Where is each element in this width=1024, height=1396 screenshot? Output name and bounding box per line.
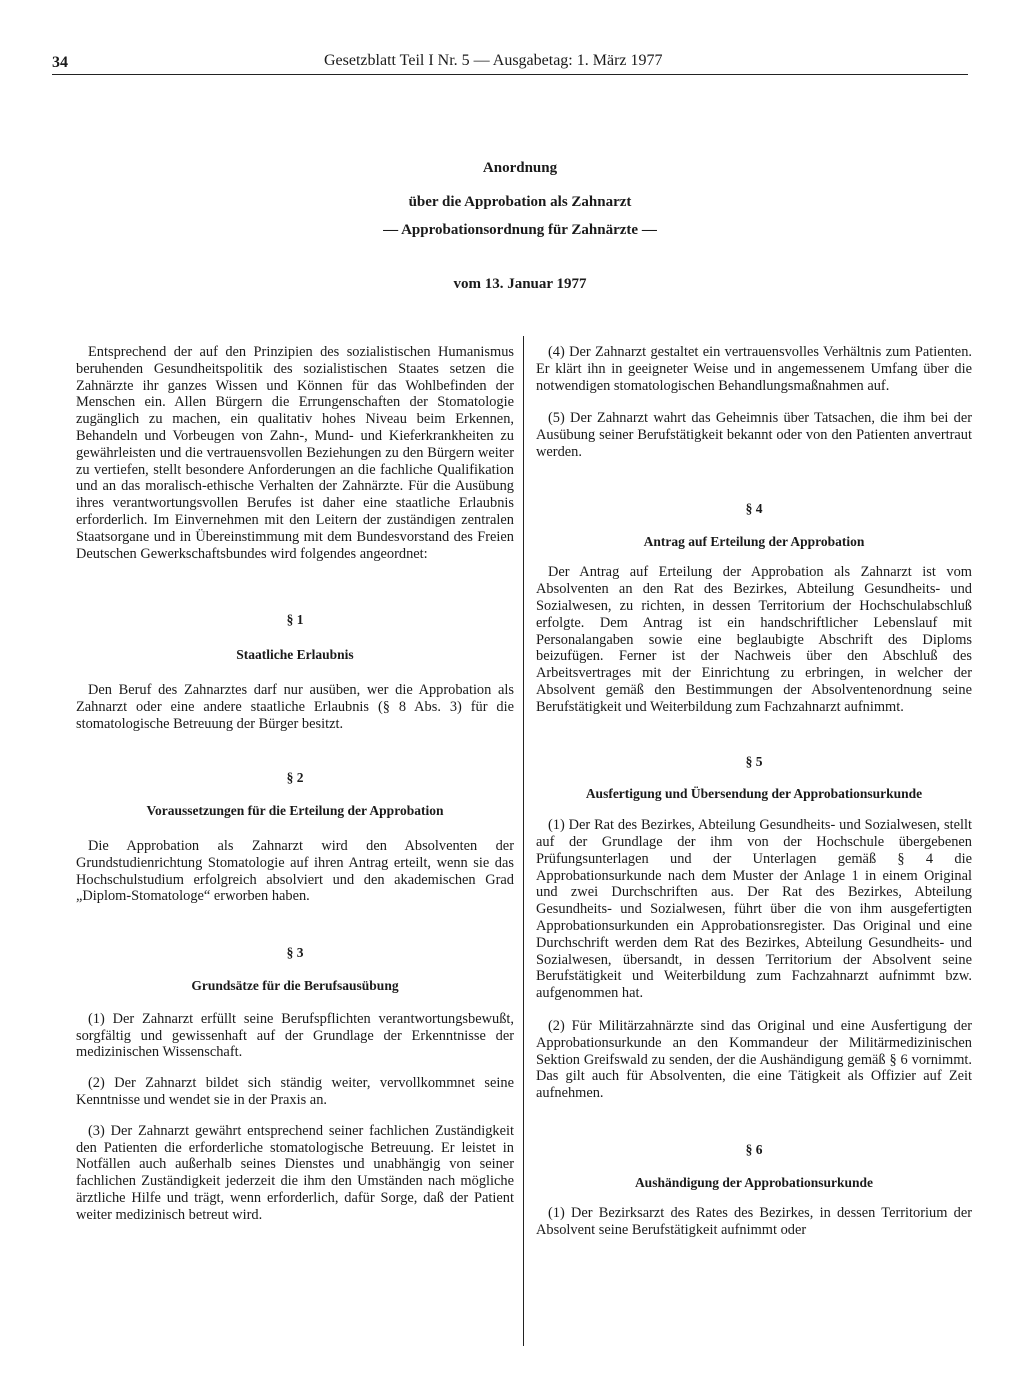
page-header <box>52 50 968 75</box>
section-5-paragraph-1: (1) Der Rat des Bezirkes, Abteilung Gesundheits- und Sozialwesen, stellt auf der Grundlage der ihm von der Hochschule übergebenen Prüfungsunterlagen und der Unterlagen gemäß § 4 die Approbationsurkunde nach dem Muster der Anlage 1 in einem Original und zwei Durchschriften aus. Der Rat des Bezirkes, Abteilung Gesundheits- und Sozialwesen, führt über die von ihm ausgefertigten Approbationsurkunden ein Approbationsregister. Das Original und eine Durchschrift werden dem Rat des Bezirkes, Abteilung Gesundheits- und Sozialwesen, übersandt, in dessen Territorium der Absolvent seine Berufstätigkeit und Weiterbildung zum Fachzahnarzt aufnimmt bzw. aufgenommen hat. <box>536 817 972 1002</box>
section-2-heading: Voraussetzungen für die Erteilung der Approbation <box>146 803 444 819</box>
left-column <box>76 344 514 1223</box>
section-3-number: § 3 <box>286 945 304 961</box>
section-3-paragraph-4: (4) Der Zahnarzt gestaltet ein vertrauensvolles Verhältnis zum Patienten. Er klärt ihn in geeigneter Weise und in angemessenem Umfang über die notwendigen stomatologischen Behandlungsmaßnahmen auf. <box>536 344 972 394</box>
section-6-paragraph-1: (1) Der Bezirksarzt des Rates des Bezirkes, in dessen Territorium der Absolvent seine Berufstätigkeit aufnimmt oder <box>536 1205 972 1239</box>
gazette-title: Gesetzblatt Teil I Nr. 5 — Ausgabetag: 1. März 1977 <box>324 52 663 69</box>
document-subtitle: — Approbationsordnung für Zahnärzte — <box>383 222 657 238</box>
page-number: 34 <box>52 54 68 71</box>
section-2-number: § 2 <box>286 770 304 786</box>
document-date: vom 13. Januar 1977 <box>453 276 587 292</box>
section-1-text: Den Beruf des Zahnarztes darf nur ausüben, wer die Approbation als Zahnarzt oder eine andere staatliche Erlaubnis (§ 8 Abs. 3) für die stomatologische Betreuung der Bürger besitzt. <box>76 681 514 732</box>
section-5-paragraph-2: (2) Für Militärzahnärzte sind das Original und eine Ausfertigung der Approbationsurkunde an den Kommandeur der Militärmedizinischen Sektion Greifswald zu senden, der die Aushändigung gemäß § 6 vornimmt. Das gilt auch für Absolventen, die eine Tätigkeit als Offizier auf Zeit aufnehmen. <box>536 1017 972 1102</box>
section-1-heading: Staatliche Erlaubnis <box>236 647 354 663</box>
section-3-paragraph-1: (1) Der Zahnarzt erfüllt seine Berufspflichten verantwortungsbewußt, sorgfältig und gewissenhaft auf der Grundlage der Erkenntnisse der medizinischen Wissenschaft. <box>76 1010 514 1061</box>
section-3-paragraph-2: (2) Der Zahnarzt bildet sich ständig weiter, vervollkommnet seine Kenntnisse und wendet sie in der Praxis an. <box>76 1075 514 1108</box>
right-column <box>536 344 972 1239</box>
column-divider <box>523 336 524 1346</box>
section-6-number: § 6 <box>745 1141 763 1157</box>
document-type: Anordnung <box>482 160 558 176</box>
section-3-paragraph-5: (5) Der Zahnarzt wahrt das Geheimnis über Tatsachen, die ihm bei der Ausübung seiner Berufstätigkeit bekannt oder von den Patienten anvertraut werden. <box>536 410 972 460</box>
section-3-paragraph-3: (3) Der Zahnarzt gewährt entsprechend seiner fachlichen Zuständigkeit den Patienten die erforderliche stomatologische Betreuung. Er leistet in Notfällen auch außerhalb seines Dienstes und unabhängig von seiner fachlichen Zuständigkeit jederzeit die ihm den Umständen nach mögliche ärztliche Hilfe und trägt, wenn erforderlich, dafür Sorge, daß der Patient weiter medizinisch betreut wird. <box>76 1122 514 1223</box>
section-6-heading: Aushändigung der Approbationsurkunde <box>634 1174 874 1190</box>
section-4-number: § 4 <box>745 500 763 516</box>
section-1-number: § 1 <box>286 612 304 628</box>
section-3-heading: Grundsätze für die Berufsausübung <box>191 977 399 993</box>
section-4-heading: Antrag auf Erteilung der Approbation <box>643 533 865 549</box>
section-5-number: § 5 <box>745 753 763 769</box>
section-5-heading: Ausfertigung und Übersendung der Approbationsurkunde <box>585 786 923 802</box>
preamble: Entsprechend der auf den Prinzipien des sozialistischen Humanismus beruhenden Gesundheitspolitik des sozialistischen Staates setzen die Zahnärzte ihr ganzes Wissen und Können für das Wohlbefinden der Menschen ein. Allen Bürgern die Errungenschaften der Stomatologie zugänglich zu machen, ein qualitativ hohes Niveau beim Erkennen, Behandeln und Vorbeugen von Zahn-, Mund- und Kieferkrankheiten zu gewährleisten und die vertrauensvollen Beziehungen zu den Bürgern weiter zu vertiefen, stellt besondere Anforderungen an die fachliche Qualifikation und an das moralisch-ethische Verhalten der Zahnärzte. Für die Ausübung ihres verantwortungsvollen Berufes ist daher eine staatliche Erlaubnis erforderlich. Im Einvernehmen mit den Leitern der zuständigen zentralen Staatsorgane und in Übereinstimmung mit dem Bundesvorstand des Freien Deutschen Gewerkschaftsbundes wird folgendes angeordnet: <box>76 344 514 562</box>
section-2-text: Die Approbation als Zahnarzt wird den Absolventen der Grundstudienrichtung Stomatologie auf ihren Antrag erteilt, wenn sie das Hochschulstudium erfolgreich absolviert und den akademischen Grad „Diplom-Stomatologe“ erworben haben. <box>76 837 514 905</box>
section-4-text: Der Antrag auf Erteilung der Approbation als Zahnarzt ist vom Absolventen an den Rat des Bezirkes, Abteilung Gesundheits- und Sozialwesen, zu richten, in dessen Territorium der Hochschulabschluß erfolgte. Dem Antrag ist ein handschriftlicher Lebenslauf mit Personalangaben sowie eine beglaubigte Abschrift des Diploms beizufügen. Ferner ist der Nachweis über den Abschluß des Arbeitsvertrages mit der Einrichtung zu erbringen, in welcher der Absolvent gemäß den Bestimmungen der Absolventenordnung seine Berufstätigkeit und Weiterbildung zum Fachzahnarzt aufnimmt. <box>536 564 972 715</box>
document-title: über die Approbation als Zahnarzt <box>408 194 632 210</box>
